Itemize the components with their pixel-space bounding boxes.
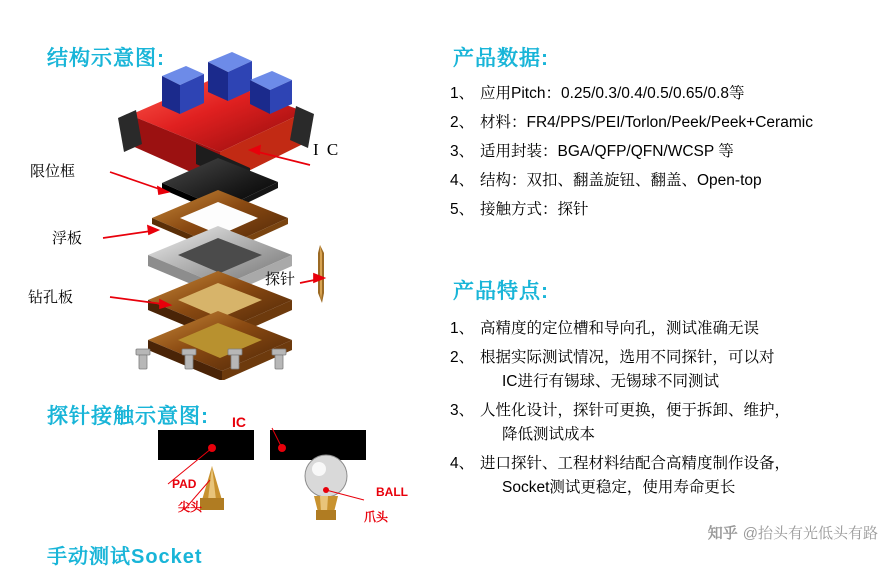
list-number: 5、 [450, 201, 475, 219]
probe-contact-diagram [150, 408, 440, 543]
list-text: 结构：双扣、翻盖旋钮、翻盖、Open-top [480, 172, 762, 190]
list-number: 1、 [450, 85, 475, 102]
product-feature-list [450, 317, 886, 505]
probe-ball-label: BALL [376, 485, 408, 499]
watermark [708, 522, 878, 543]
list-text-sub: 降低测试成本 [502, 426, 596, 444]
list-text [480, 452, 886, 500]
bottom-section-title: 手动测试Socket [47, 546, 203, 568]
list-item [450, 82, 886, 106]
list-number: 2、 [450, 349, 475, 367]
list-number: 4、 [450, 172, 475, 190]
list-item [450, 452, 886, 500]
probe-contact-title: 探针接触示意图: [47, 405, 209, 428]
list-item [450, 399, 886, 447]
list-number: 3、 [450, 143, 475, 161]
structure-diagram-title: 结构示意图: [47, 47, 165, 70]
product-data-title: 产品数据: [453, 47, 549, 70]
product-feature-title: 产品特点: [453, 280, 549, 303]
left-column [0, 0, 445, 568]
list-text: 高精度的定位槽和导向孔，测试准确无误 [480, 320, 760, 337]
list-text: 适用封装：BGA/QFP/QFN/WCSP 等 [480, 143, 734, 161]
product-data-list [450, 82, 886, 227]
list-item [450, 111, 886, 135]
list-text [480, 399, 886, 447]
list-text-sub: Socket测试更稳定，使用寿命更长 [502, 479, 736, 497]
list-number: 1、 [450, 320, 475, 337]
list-text-main: 进口探针、工程材料结配合高精度制作设备， [480, 455, 791, 473]
label-float-plate: 浮板 [52, 230, 83, 247]
probe-pad-label: PAD [172, 477, 197, 491]
list-text: 接触方式：探针 [480, 201, 589, 219]
list-item [450, 198, 886, 222]
label-limit-frame: 限位框 [30, 163, 76, 180]
label-ic: I C [313, 140, 341, 159]
list-item [450, 169, 886, 193]
watermark-text: @抬头有光低头有路 [742, 525, 878, 542]
label-drill-plate: 钻孔板 [28, 289, 74, 306]
list-number: 2、 [450, 114, 475, 132]
list-text-main: 人性化设计，探针可更换，便于拆卸、维护， [480, 402, 791, 420]
label-probe: 探针 [265, 271, 296, 288]
list-item [450, 140, 886, 164]
list-item [450, 346, 886, 394]
list-text [480, 346, 886, 394]
list-text-sub: IC进行有锡球、无锡球不同测试 [502, 373, 720, 391]
probe-crown-label: 爪头 [364, 510, 389, 524]
zhihu-logo: 知乎 [707, 525, 738, 542]
list-text: 材料：FR4/PPS/PEI/Torlon/Peek/Peek+Ceramic [480, 114, 813, 132]
list-text: 应用Pitch：0.25/0.3/0.4/0.5/0.65/0.8等 [480, 85, 745, 102]
list-number: 3、 [450, 402, 475, 420]
probe-tip-label: 尖头 [178, 500, 203, 514]
list-item [450, 317, 886, 341]
probe-ic-label: IC [232, 414, 246, 430]
list-text-main: 根据实际测试情况，选用不同探针，可以对 [480, 349, 775, 367]
list-number: 4、 [450, 455, 475, 473]
right-column [450, 0, 892, 553]
